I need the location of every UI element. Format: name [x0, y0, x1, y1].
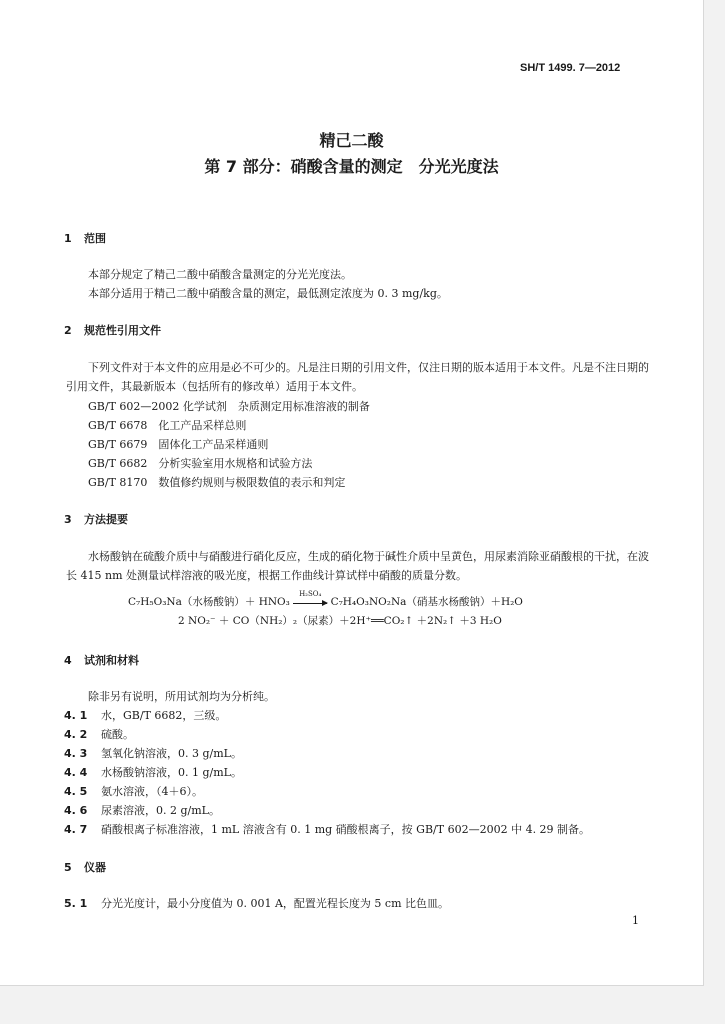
equation-reactants: C₇H₅O₃Na（水杨酸钠）＋ HNO₃ [128, 596, 290, 608]
standard-number: SH/T 1499. 7—2012 [520, 62, 621, 74]
document-title: 精己二酸 [319, 131, 384, 150]
equation-products: C₇H₄O₃NO₂Na（硝基水杨酸钠）＋H₂O [330, 596, 523, 608]
reference-item: GB/T 602—2002 化学试剂 杂质测定用标准溶液的制备 [88, 400, 370, 413]
reagent-item: 4. 4 水杨酸钠溶液，0. 1 g/mL。 [64, 766, 242, 779]
reagent-item: 4. 2 硫酸。 [64, 728, 134, 741]
reference-item: GB/T 8170 数值修约规则与极限数值的表示和判定 [88, 476, 346, 489]
reaction-equation-urea: 2 NO₂⁻ ＋ CO（NH₂）₂（尿素）＋2H⁺══CO₂↑ ＋2N₂↑ ＋3 H₂O [178, 615, 502, 627]
paragraph: 下列文件对于本文件的应用是必不可少的。凡是注日期的引用文件，仅注日期的版本适用于本文件。凡是不注日期的引用文件，其最新版本（包括所有的修改单）适用于本文件。 [66, 361, 649, 393]
section-title: 方法提要 [84, 513, 128, 526]
section-number: 3 [64, 513, 72, 526]
reagent-item: 4. 7 硝酸根离子标准溶液，1 mL 溶液含有 0. 1 mg 硝酸根离子，按 GB/T 602—2002 中 4. 29 制备。 [64, 823, 591, 836]
section-title: 范围 [84, 232, 106, 245]
section-number: 1 [64, 232, 72, 245]
reaction-condition: H₂SO₄ [299, 589, 322, 598]
paragraph: 水杨酸钠在硫酸介质中与硝酸进行硝化反应，生成的硝化物于碱性介质中呈黄色，用尿素消除亚硝酸根的干扰，在波长 415 nm 处测量试样溶液的吸光度，根据工作曲线计算试样中硝酸的质量分数。 [66, 550, 649, 582]
reagent-item: 4. 1 水，GB/T 6682，三级。 [64, 709, 227, 722]
paragraph: 本部分规定了精己二酸中硝酸含量测定的分光光度法。 [88, 268, 352, 281]
section-title: 规范性引用文件 [84, 324, 161, 337]
section-title: 仪器 [84, 861, 106, 874]
paragraph: 除非另有说明，所用试剂均为分析纯。 [88, 690, 275, 703]
section-heading-scope [64, 230, 106, 246]
page-number: 1 [632, 914, 639, 927]
section-title: 试剂和材料 [84, 654, 139, 667]
document-subtitle: 第 7 部分：硝酸含量的测定 分光光度法 [204, 157, 499, 176]
section-heading-normative-references [64, 322, 161, 338]
reagent-item: 4. 3 氢氧化钠溶液，0. 3 g/mL。 [64, 747, 242, 760]
section-heading-principle [64, 511, 128, 527]
reagent-item: 4. 6 尿素溶液，0. 2 g/mL。 [64, 804, 220, 817]
reference-item: GB/T 6682 分析实验室用水规格和试验方法 [88, 457, 313, 470]
reaction-arrow-icon [293, 589, 327, 604]
section-heading-reagents [64, 652, 139, 668]
reagent-item: 4. 5 氨水溶液，（4＋6）。 [64, 785, 203, 798]
section-number: 5 [64, 861, 72, 874]
section-heading-apparatus [64, 859, 106, 875]
reference-item: GB/T 6678 化工产品采样总则 [88, 419, 247, 432]
paragraph: 本部分适用于精己二酸中硝酸含量的测定，最低测定浓度为 0. 3 mg/kg。 [88, 287, 448, 300]
section-number: 4 [64, 654, 72, 667]
reaction-equation-nitration [128, 589, 523, 609]
section-number: 2 [64, 324, 72, 337]
reference-item: GB/T 6679 固体化工产品采样通则 [88, 438, 269, 451]
apparatus-item: 5. 1 分光光度计，最小分度值为 0. 001 A，配置光程长度为 5 cm 比色皿。 [64, 897, 450, 910]
